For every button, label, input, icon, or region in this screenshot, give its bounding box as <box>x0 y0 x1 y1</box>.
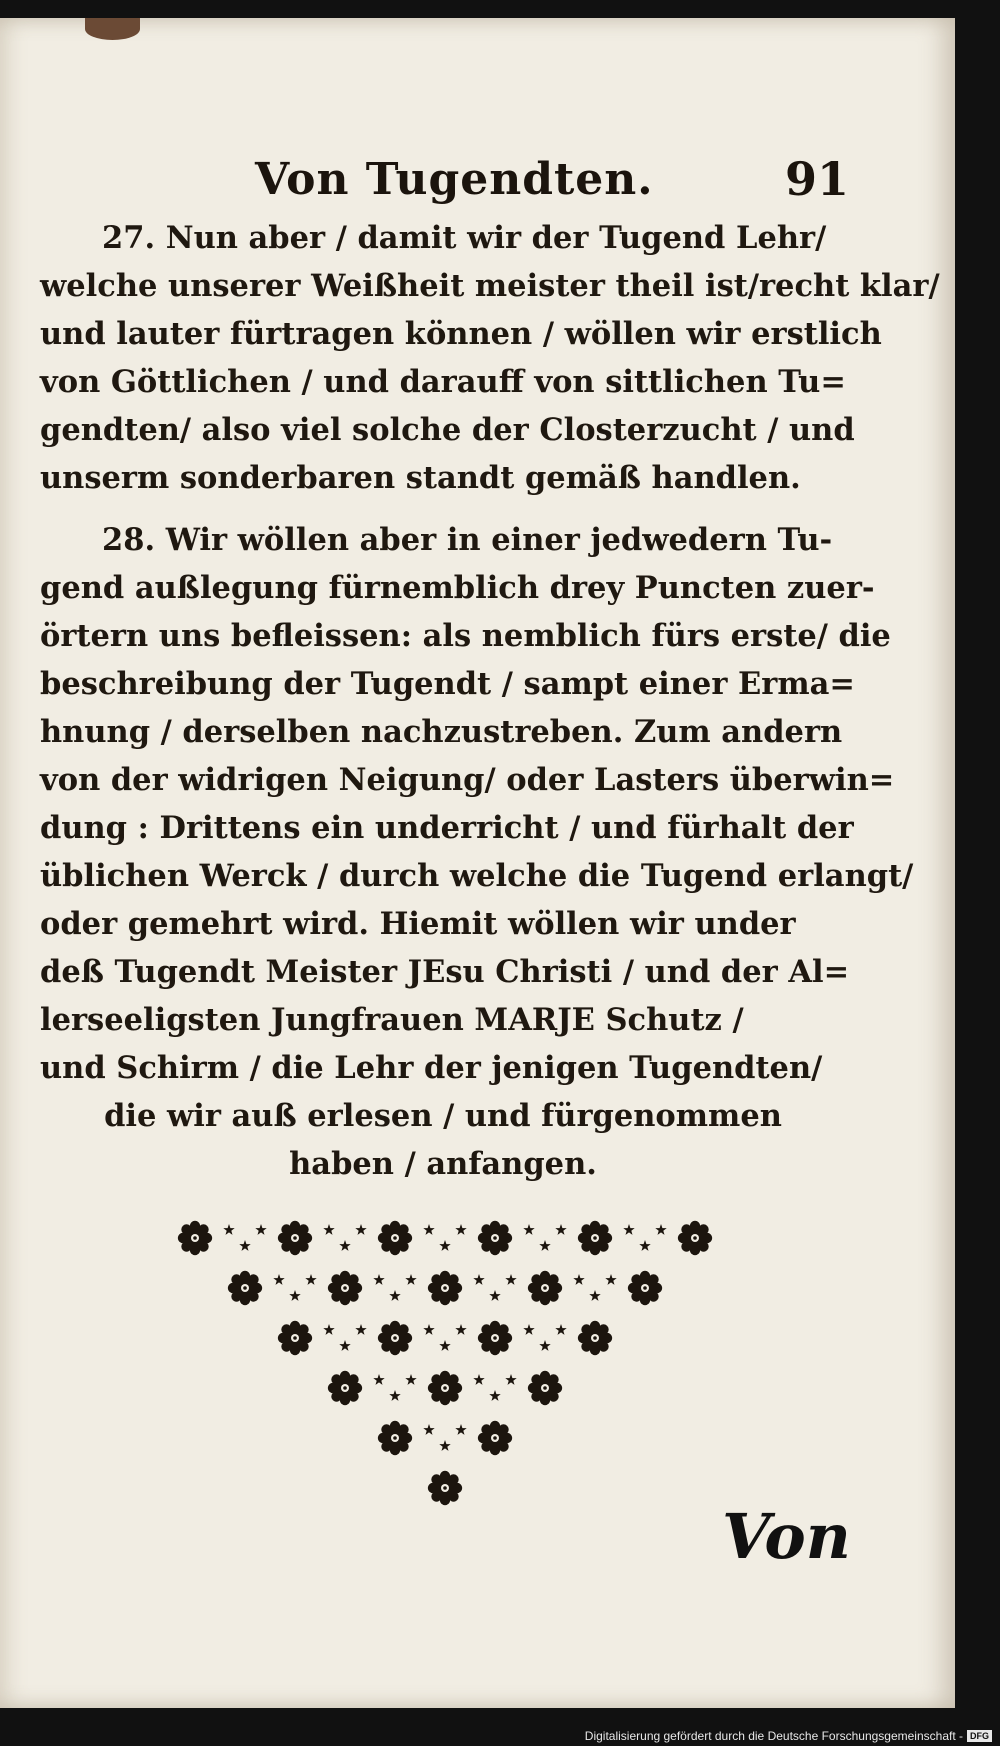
text-line: die wir auß erlesen / und fürgenommen <box>104 1098 782 1134</box>
text-line: 27. Nun aber / damit wir der Tugend Lehr/ <box>102 220 827 256</box>
body-text <box>40 214 940 1188</box>
ornament-row <box>160 1313 730 1363</box>
paragraph-28 <box>40 516 914 1188</box>
rosette-and-star-triangle-ornament-icon <box>160 1213 730 1513</box>
star-cluster-icon <box>421 1218 469 1258</box>
text-line: oder gemehrt wird. Hiemit wöllen wir under <box>40 906 796 942</box>
text-line: unserm sonderbaren standt gemäß handlen. <box>40 460 801 496</box>
star-cluster-icon <box>521 1218 569 1258</box>
text-line: welche unserer Weißheit meister theil ist/recht klar/ <box>40 268 940 304</box>
rosette-icon <box>425 1268 465 1308</box>
text-line: von Göttlichen / und darauff von sittlichen Tu= <box>40 364 846 400</box>
rosette-icon <box>675 1218 715 1258</box>
rosette-icon <box>475 1318 515 1358</box>
rosette-icon <box>475 1418 515 1458</box>
text-line: deß Tugendt Meister JEsu Christi / und der Al= <box>40 954 850 990</box>
ornament-row <box>160 1463 730 1513</box>
rosette-icon <box>325 1368 365 1408</box>
star-cluster-icon <box>421 1418 469 1458</box>
text-line: 28. Wir wöllen aber in einer jedwedern Tu- <box>102 522 833 558</box>
text-line: beschreibung der Tugendt / sampt einer Erma= <box>40 666 855 702</box>
star-cluster-icon <box>371 1268 419 1308</box>
ornament-row <box>160 1363 730 1413</box>
page-header <box>0 148 955 218</box>
ornament-row <box>160 1263 730 1313</box>
text-line: örtern uns befleissen: als nemblich fürs erste/ die <box>40 618 891 654</box>
star-cluster-icon <box>471 1368 519 1408</box>
text-line: von der widrigen Neigung/ oder Lasters überwin= <box>40 762 895 798</box>
star-cluster-icon <box>621 1218 669 1258</box>
rosette-icon <box>375 1418 415 1458</box>
rosette-icon <box>325 1268 365 1308</box>
star-cluster-icon <box>571 1268 619 1308</box>
rosette-icon <box>275 1318 315 1358</box>
dfg-logo-icon: DFG <box>967 1730 992 1742</box>
text-line: gendten/ also viel solche der Closterzucht / und <box>40 412 855 448</box>
text-line: hnung / derselben nachzustreben. Zum andern <box>40 714 843 750</box>
star-cluster-icon <box>321 1218 369 1258</box>
text-line: und Schirm / die Lehr der jenigen Tugendten/ <box>40 1050 823 1086</box>
text-line: und lauter fürtragen können / wöllen wir erstlich <box>40 316 882 352</box>
rosette-icon <box>575 1218 615 1258</box>
rosette-icon <box>175 1218 215 1258</box>
text-line: dung : Drittens ein underricht / und fürhalt der <box>40 810 854 846</box>
text-line: lerseeligsten Jungfrauen MARJE Schutz / <box>40 1002 744 1038</box>
footer-text: Digitalisierung gefördert durch die Deutsche Forschungsgemeinschaft - <box>584 1729 963 1743</box>
paragraph-number: 27. <box>102 220 156 256</box>
paragraph-27 <box>40 214 940 502</box>
page-number: 91 <box>785 152 850 206</box>
star-cluster-icon <box>371 1368 419 1408</box>
text-line: haben / anfangen. <box>289 1146 597 1182</box>
rosette-icon <box>525 1268 565 1308</box>
star-cluster-icon <box>271 1268 319 1308</box>
text-line: üblichen Werck / durch welche die Tugend erlangt/ <box>40 858 914 894</box>
rosette-icon <box>375 1218 415 1258</box>
rosette-icon <box>425 1368 465 1408</box>
rosette-icon <box>525 1368 565 1408</box>
star-cluster-icon <box>471 1268 519 1308</box>
catchword: Von <box>722 1500 851 1573</box>
rosette-icon <box>475 1218 515 1258</box>
rosette-icon <box>425 1468 465 1508</box>
rosette-icon <box>275 1218 315 1258</box>
ornament-row <box>160 1213 730 1263</box>
digitization-footer <box>585 1729 992 1743</box>
rosette-icon <box>625 1268 665 1308</box>
star-cluster-icon <box>521 1318 569 1358</box>
paragraph-number: 28. <box>102 522 156 558</box>
ornament-row <box>160 1413 730 1463</box>
star-cluster-icon <box>321 1318 369 1358</box>
rosette-icon <box>575 1318 615 1358</box>
text-line: gend außlegung fürnemblich drey Puncten zuer- <box>40 570 875 606</box>
book-page <box>0 18 955 1708</box>
star-cluster-icon <box>221 1218 269 1258</box>
page-stain <box>85 18 140 40</box>
rosette-icon <box>225 1268 265 1308</box>
rosette-icon <box>375 1318 415 1358</box>
running-title: Von Tugendten. <box>255 154 654 205</box>
star-cluster-icon <box>421 1318 469 1358</box>
